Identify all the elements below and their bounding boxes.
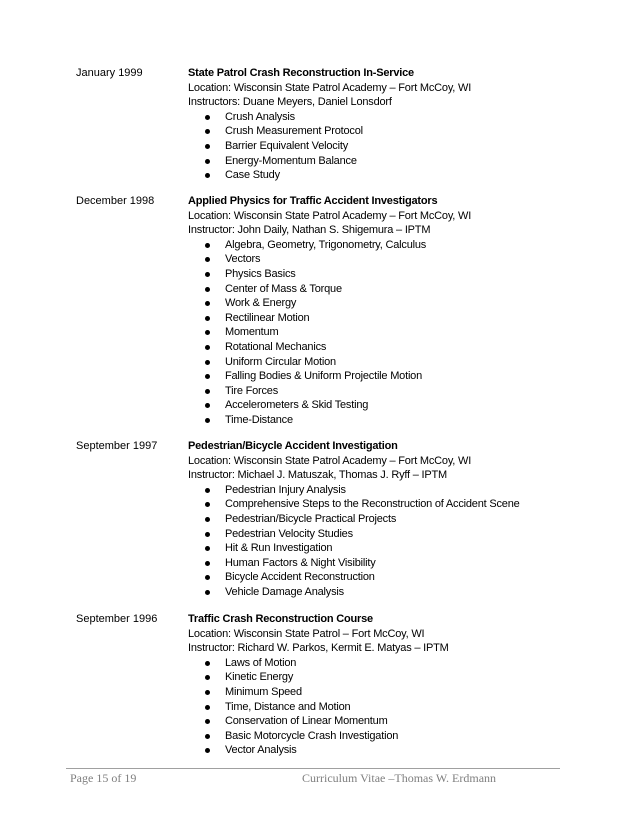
bullet-icon <box>205 115 210 120</box>
list-item: Human Factors & Night Visibility <box>188 556 608 571</box>
list-item: Vectors <box>188 252 608 267</box>
list-item: Crush Analysis <box>188 110 608 125</box>
bullet-icon <box>205 590 210 595</box>
entry-date: January 1999 <box>76 67 143 79</box>
entry-title: Pedestrian/Bicycle Accident Investigation <box>188 440 398 452</box>
list-item: Physics Basics <box>188 267 608 282</box>
bullet-icon <box>205 719 210 724</box>
list-item: Kinetic Energy <box>188 670 608 685</box>
bullet-icon <box>205 705 210 710</box>
bullet-icon <box>205 159 210 164</box>
entry-instructors: Instructor: Richard W. Parkos, Kermit E. Matyas – IPTM <box>188 642 449 655</box>
bullet-icon <box>205 690 210 695</box>
entry-location: Location: Wisconsin State Patrol Academy – Fort McCoy, WI <box>188 454 472 467</box>
list-item: Pedestrian Injury Analysis <box>188 483 608 498</box>
list-item: Pedestrian/Bicycle Practical Projects <box>188 512 608 527</box>
bullet-icon <box>205 243 210 248</box>
bullet-icon <box>205 661 210 666</box>
bullet-icon <box>205 129 210 134</box>
entry-date: September 1996 <box>76 613 158 625</box>
list-item: Rectilinear Motion <box>188 311 608 326</box>
topic-list <box>188 483 608 600</box>
entry-title: Traffic Crash Reconstruction Course <box>188 613 373 625</box>
list-item: Energy-Momentum Balance <box>188 154 608 169</box>
list-item: Conservation of Linear Momentum <box>188 714 608 729</box>
list-item: Vehicle Damage Analysis <box>188 585 608 600</box>
bullet-icon <box>205 675 210 680</box>
bullet-icon <box>205 517 210 522</box>
bullet-icon <box>205 173 210 178</box>
entry-date: September 1997 <box>76 440 158 452</box>
bullet-icon <box>205 287 210 292</box>
bullet-icon <box>205 502 210 507</box>
entry-location: Location: Wisconsin State Patrol – Fort McCoy, WI <box>188 627 425 640</box>
bullet-icon <box>205 360 210 365</box>
entry-instructors: Instructors: Duane Meyers, Daniel Lonsdorf <box>188 96 392 109</box>
entry-location: Location: Wisconsin State Patrol Academy – Fort McCoy, WI <box>188 209 472 222</box>
list-item: Time-Distance <box>188 413 608 428</box>
list-item: Rotational Mechanics <box>188 340 608 355</box>
entry-instructors: Instructor: Michael J. Matuszak, Thomas J. Ryff – IPTM <box>188 469 447 482</box>
bullet-icon <box>205 488 210 493</box>
entry-title: Applied Physics for Traffic Accident Investigators <box>188 195 438 207</box>
footer-divider <box>66 768 560 769</box>
list-item: Uniform Circular Motion <box>188 355 608 370</box>
list-item: Algebra, Geometry, Trigonometry, Calculus <box>188 238 608 253</box>
list-item: Barrier Equivalent Velocity <box>188 139 608 154</box>
entry-body <box>188 194 608 428</box>
bullet-icon <box>205 272 210 277</box>
bullet-icon <box>205 748 210 753</box>
bullet-icon <box>205 345 210 350</box>
list-item: Vector Analysis <box>188 743 608 758</box>
list-item: Momentum <box>188 325 608 340</box>
bullet-icon <box>205 389 210 394</box>
bullet-icon <box>205 144 210 149</box>
list-item: Crush Measurement Protocol <box>188 124 608 139</box>
bullet-icon <box>205 418 210 423</box>
list-item: Case Study <box>188 168 608 183</box>
topic-list <box>188 656 608 758</box>
bullet-icon <box>205 546 210 551</box>
topic-list <box>188 238 608 428</box>
bullet-icon <box>205 330 210 335</box>
document-title: Curriculum Vitae –Thomas W. Erdmann <box>302 771 497 785</box>
list-item: Falling Bodies & Uniform Projectile Motion <box>188 369 608 384</box>
entry-body <box>188 612 608 758</box>
list-item: Laws of Motion <box>188 656 608 671</box>
entry-title: State Patrol Crash Reconstruction In-Service <box>188 67 414 79</box>
entry-body <box>188 66 608 183</box>
bullet-icon <box>205 734 210 739</box>
list-item: Minimum Speed <box>188 685 608 700</box>
entry-date: December 1998 <box>76 195 155 207</box>
bullet-icon <box>205 575 210 580</box>
list-item: Work & Energy <box>188 296 608 311</box>
page-number: Page 15 of 19 <box>70 771 137 785</box>
list-item: Time, Distance and Motion <box>188 700 608 715</box>
list-item: Hit & Run Investigation <box>188 541 608 556</box>
list-item: Pedestrian Velocity Studies <box>188 527 608 542</box>
entry-location: Location: Wisconsin State Patrol Academy – Fort McCoy, WI <box>188 81 472 94</box>
list-item: Basic Motorcycle Crash Investigation <box>188 729 608 744</box>
bullet-icon <box>205 532 210 537</box>
list-item: Comprehensive Steps to the Reconstruction of Accident Scene <box>188 497 608 512</box>
bullet-icon <box>205 257 210 262</box>
list-item: Center of Mass & Torque <box>188 282 608 297</box>
entry-body <box>188 439 608 600</box>
topic-list <box>188 110 608 183</box>
entry-instructors: Instructor: John Daily, Nathan S. Shigemura – IPTM <box>188 224 431 237</box>
bullet-icon <box>205 403 210 408</box>
bullet-icon <box>205 561 210 566</box>
bullet-icon <box>205 301 210 306</box>
list-item: Bicycle Accident Reconstruction <box>188 570 608 585</box>
bullet-icon <box>205 316 210 321</box>
list-item: Accelerometers & Skid Testing <box>188 398 608 413</box>
list-item: Tire Forces <box>188 384 608 399</box>
bullet-icon <box>205 374 210 379</box>
